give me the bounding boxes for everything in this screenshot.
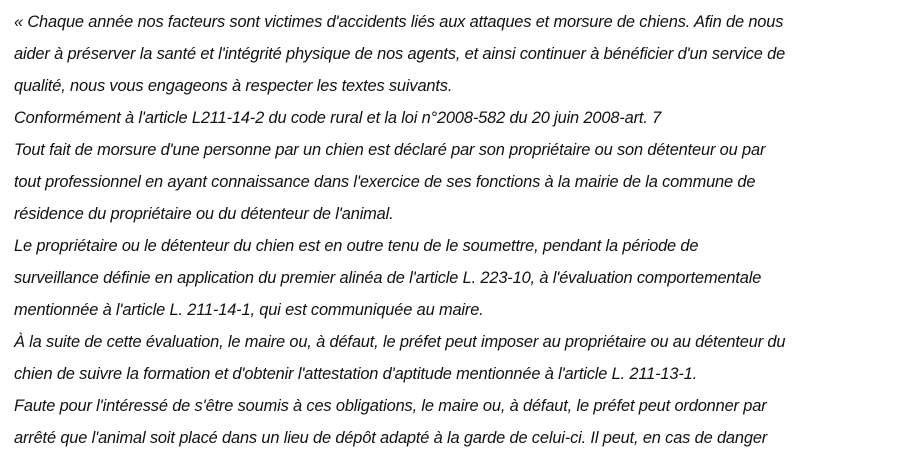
text-line: Le propriétaire ou le détenteur du chien est en outre tenu de le soumettre, pendant la période de	[14, 237, 699, 255]
text-line: Faute pour l'intéressé de s'être soumis à ces obligations, le maire ou, à défaut, le préfet peut ordonner par	[14, 397, 767, 415]
text-line: résidence du propriétaire ou du détenteur de l'animal.	[14, 205, 394, 223]
text-line: aider à préserver la santé et l'intégrité physique de nos agents, et ainsi continuer à bénéficier d'un service de	[14, 45, 786, 63]
text-line: Conformément à l'article L211-14-2 du code rural et la loi n°2008-582 du 20 juin 2008-art. 7	[14, 109, 662, 127]
text-line: qualité, nous vous engageons à respecter les textes suivants.	[14, 77, 453, 95]
text-line: mentionnée à l'article L. 211-14-1, qui est communiquée au maire.	[14, 301, 484, 319]
text-line: surveillance définie en application du premier alinéa de l'article L. 223-10, à l'évaluation comportementale	[14, 269, 762, 287]
text-line: Tout fait de morsure d'une personne par un chien est déclaré par son propriétaire ou son détenteur ou par	[14, 141, 766, 159]
text-line: tout professionnel en ayant connaissance dans l'exercice de ses fonctions à la mairie de la commune de	[14, 173, 756, 191]
text-line: chien de suivre la formation et d'obtenir l'attestation d'aptitude mentionnée à l'article L. 211-13-1.	[14, 365, 698, 383]
text-line: À la suite de cette évaluation, le maire ou, à défaut, le préfet peut imposer au propriétaire ou au détenteur du	[14, 333, 786, 351]
document-text-block	[14, 6, 914, 454]
text-line: arrêté que l'animal soit placé dans un lieu de dépôt adapté à la garde de celui-ci. Il peut, en cas de danger	[14, 429, 768, 447]
text-line: « Chaque année nos facteurs sont victimes d'accidents liés aux attaques et morsure de chiens. Afin de nous	[14, 13, 784, 31]
